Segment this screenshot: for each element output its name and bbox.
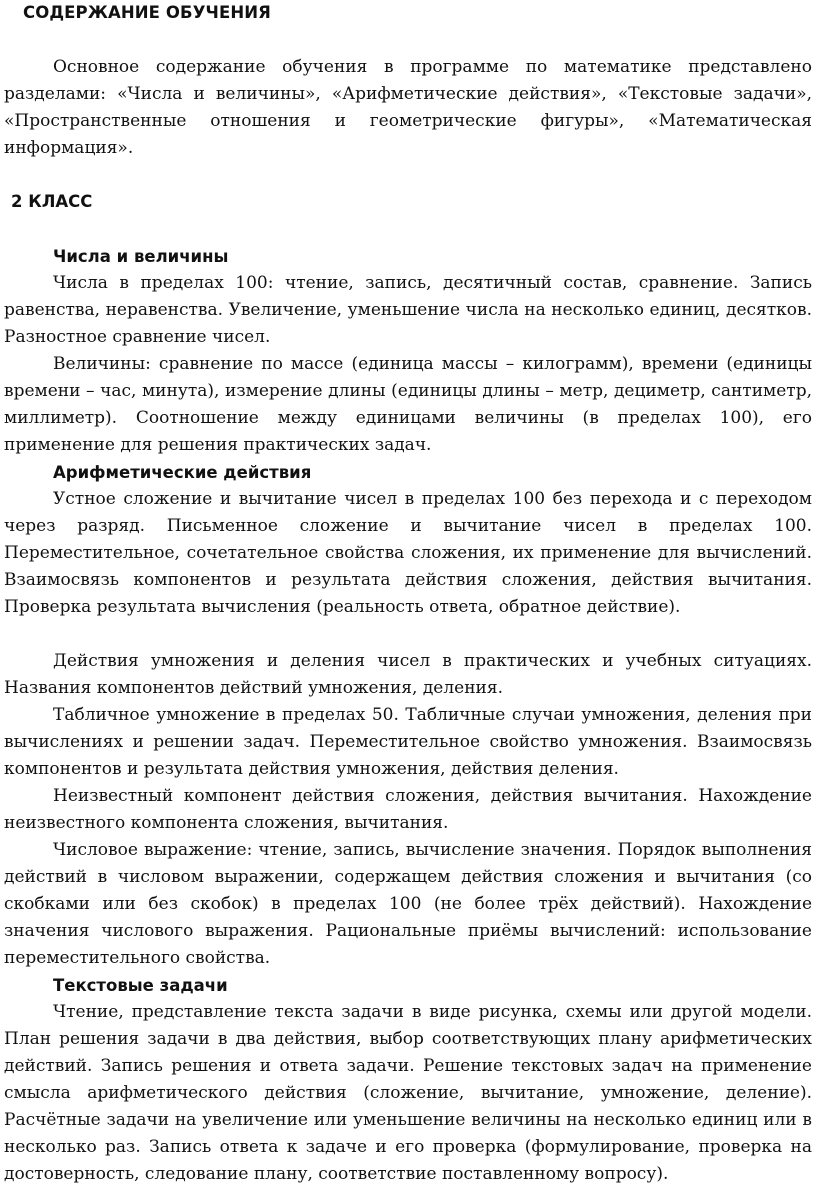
arithmetic-paragraph-2: Действия умножения и деления чисел в практических и учебных ситуациях. Названия компонентов действий умножения, деления. (4, 651, 812, 698)
intro-paragraph: Основное содержание обучения в программе по математике представлено разделами: «Числа и величины», «Арифметические действия», «Текстовые задачи», «Пространственные отношения и геометрические фигуры», «Математическая информация». (4, 57, 812, 158)
numbers-paragraph-2: Величины: сравнение по массе (единица массы – килограмм), времени (единицы времени – час, минута), измерение длины (единицы длины – метр, дециметр, сантиметр, миллиметр). Соотношение между единицами величины (в пределах 100), его применение для решения практических задач. (4, 354, 812, 455)
grade-heading: 2 КЛАСС (11, 192, 93, 211)
arithmetic-paragraph-3: Табличное умножение в пределах 50. Табличные случаи умножения, деления при вычислениях и решении задач. Переместительное свойство умножения. Взаимосвязь компонентов и результата действия умножения, действия деления. (4, 705, 812, 779)
numbers-paragraph-1: Числа в пределах 100: чтение, запись, десятичный состав, сравнение. Запись равенства, неравенства. Увеличение, уменьшение числа на несколько единиц, десятков. Разностное сравнение чисел. (4, 273, 812, 347)
section-heading-numbers: Числа и величины (53, 247, 229, 266)
document-title: СОДЕРЖАНИЕ ОБУЧЕНИЯ (23, 3, 271, 22)
section-heading-word-problems: Текстовые задачи (53, 976, 228, 995)
arithmetic-paragraph-5: Числовое выражение: чтение, запись, вычисление значения. Порядок выполнения действий в числовом выражении, содержащем действия сложения и вычитания (со скобками или без скобок) в пределах 100 (не более трёх действий). Нахождение значения числового выражения. Рациональные приёмы вычислений: использование переместительного свойства. (4, 840, 812, 968)
arithmetic-paragraph-1: Устное сложение и вычитание чисел в пределах 100 без перехода и с переходом через разряд. Письменное сложение и вычитание чисел в пределах 100. Переместительное, сочетательное свойства сложения, их применение для вычислений. Взаимосвязь компонентов и результата действия сложения, действия вычитания. Проверка результата вычисления (реальность ответа, обратное действие). (4, 489, 812, 617)
arithmetic-paragraph-4: Неизвестный компонент действия сложения, действия вычитания. Нахождение неизвестного компонента сложения, вычитания. (4, 786, 812, 833)
word-problems-paragraph-1: Чтение, представление текста задачи в виде рисунка, схемы или другой модели. План решения задачи в два действия, выбор соответствующих плану арифметических действий. Запись решения и ответа задачи. Решение текстовых задач на применение смысла арифметического действия (сложение, вычитание, умножение, деление). Расчётные задачи на увеличение или уменьшение величины на несколько единиц или в несколько раз. Запись ответа к задаче и его проверка (формулирование, проверка на достоверность, следование плану, соответствие поставленному вопросу). (4, 1002, 812, 1184)
section-heading-arithmetic: Арифметические действия (53, 463, 312, 482)
